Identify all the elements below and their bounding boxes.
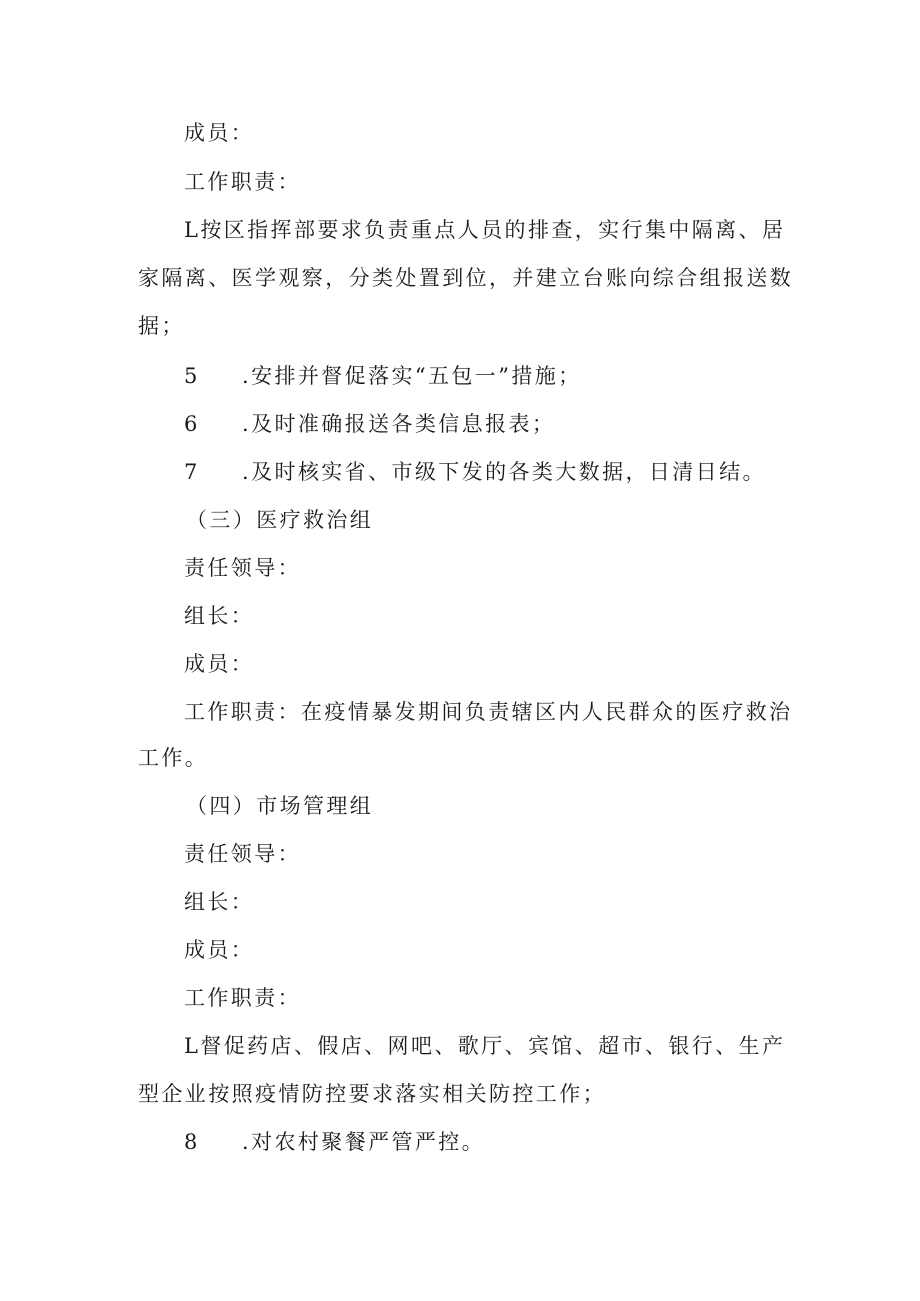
item-number: 8: [184, 1130, 200, 1154]
text-line: 责任领导：: [184, 556, 301, 580]
item-text: .及时准确报送各类信息报表；: [242, 412, 556, 436]
item-number: 6: [184, 412, 200, 436]
item-text: .及时核实省、市级下发的各类大数据，日清日结。: [242, 460, 766, 484]
text-line: 成员：: [184, 121, 255, 145]
text-line: 型企业按照疫情防控要求落实相关防控工作；: [138, 1082, 606, 1106]
numbered-item: [184, 361, 582, 391]
text-line: 家隔离、医学观察，分类处置到位，并建立台账向综合组报送数: [138, 266, 794, 290]
text-line: 组长：: [184, 604, 255, 628]
item-number: 5: [184, 364, 200, 388]
numbered-item: [184, 457, 766, 487]
text-line: 工作职责：: [184, 986, 301, 1010]
text-line: 组长：: [184, 890, 255, 914]
text-line: 工作职责：: [184, 170, 301, 194]
section-heading: （四）市场管理组: [186, 794, 374, 818]
item-text: .对农村聚餐严管严控。: [242, 1130, 486, 1154]
text-line: 成员：: [184, 652, 255, 676]
text-line: 责任领导：: [184, 842, 301, 866]
numbered-item: [184, 1127, 485, 1157]
text-line: L按区指挥部要求负责重点人员的排查，实行集中隔离、居: [184, 218, 786, 242]
text-line: 工作职责：在疫情暴发期间负责辖区内人民群众的医疗救治: [184, 700, 793, 724]
text-line: L督促药店、假店、网吧、歌厅、宾馆、超市、银行、生产: [184, 1034, 786, 1058]
item-number: 7: [184, 460, 200, 484]
text-line: 工作。: [138, 746, 209, 770]
item-text: .安排并督促落实“五包一”措施；: [242, 364, 582, 388]
text-line: 据；: [138, 314, 185, 338]
text-line: 成员：: [184, 938, 255, 962]
numbered-item: [184, 409, 555, 439]
section-heading: （三）医疗救治组: [186, 508, 374, 532]
